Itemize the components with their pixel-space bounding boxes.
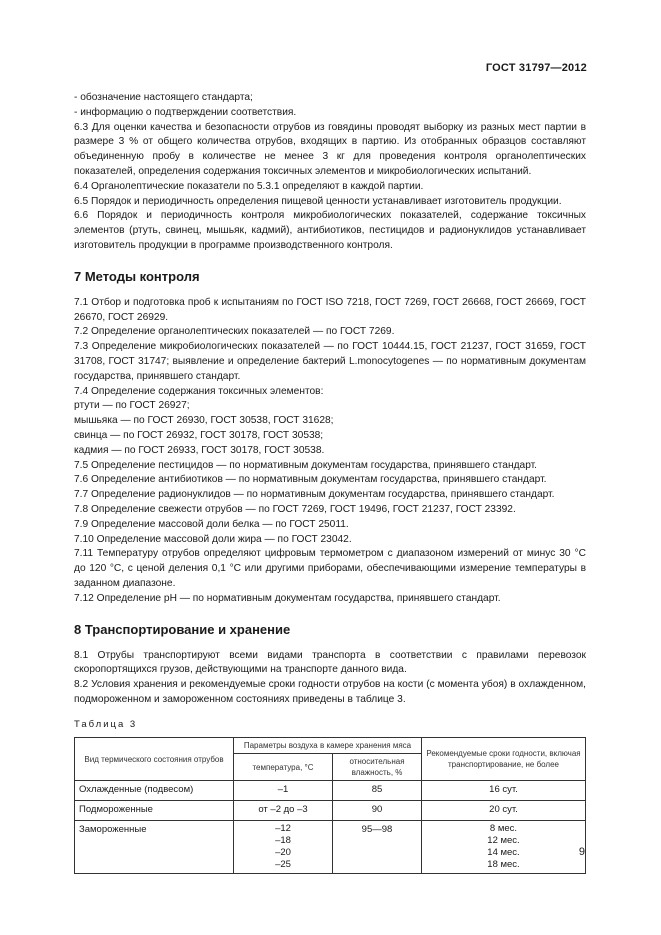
text-line: - обозначение настоящего стандарта;	[74, 92, 253, 103]
paragraph-7-7: 7.7 Определение радионуклидов — по нормативным документам государства, принявшего стандарт.	[74, 489, 555, 501]
table-row	[75, 801, 586, 821]
term-value: 18 мес.	[487, 859, 520, 871]
table-label: Таблица 3	[74, 718, 138, 730]
humidity-cell: 95—98	[333, 821, 422, 874]
table-header-temperature: температура, °С	[234, 754, 333, 781]
state-cell: Подмороженные	[75, 801, 234, 821]
paragraph-7-1: 7.1 Отбор и подготовка проб к испытаниям по ГОСТ ISO 7218, ГОСТ 7269, ГОСТ 26668, ГОСТ 26669, ГОСТ 26670, ГОСТ 26929.	[74, 296, 586, 323]
temperature-cell: –1	[234, 781, 333, 801]
term-cell: 16 сут.	[422, 781, 586, 801]
paragraph-7-5: 7.5 Определение пестицидов — по нормативным документам государства, принявшего стандарт.	[74, 459, 538, 471]
temperature-value: –20	[275, 847, 291, 859]
paragraph-6-3: 6.3 Для оценки качества и безопасности отрубов из говядины проводят выборку из разных мест партии в размере 3 % от общего количества отрубов, входящих в партию. Из отобранных образцов составляют объединенную пробу в количестве не менее 3 кг для проведения контроля органолептических показателей, определения содержания токсичных элементов и микробиологических испытаний.	[74, 121, 586, 177]
table-row	[75, 781, 586, 801]
temperature-cell: от –2 до –3	[234, 801, 333, 821]
humidity-cell: 90	[333, 801, 422, 821]
storage-table	[74, 737, 586, 874]
paragraph-7-9: 7.9 Определение массовой доли белка — по ГОСТ 25011.	[74, 518, 349, 530]
page-number: 9	[578, 846, 585, 858]
table-header-terms: Рекомендуемые сроки годности, включая транспортирование, не более	[422, 738, 586, 781]
paragraph-7-11: 7.11 Температуру отрубов определяют цифровым термометром с диапазоном измерений от минус 30 °С до 120 °С, с ценой деления 0,1 °С или другими приборами, обеспечивающими измерение температуры в заданном диапазоне.	[74, 548, 586, 589]
state-cell: Замороженные	[75, 821, 234, 874]
term-value: 8 мес.	[489, 823, 518, 835]
paragraph-7-2: 7.2 Определение органолептических показателей — по ГОСТ 7269.	[74, 326, 395, 338]
section-8-title: 8 Транспортирование и хранение	[74, 621, 291, 637]
paragraph-7-6: 7.6 Определение антибиотиков — по нормативным документам государства, принявшего стандарт.	[74, 474, 547, 486]
term-value: 12 мес.	[487, 835, 520, 847]
table-header-state: Вид термического состояния отрубов	[75, 738, 234, 781]
temperature-value: –12	[275, 823, 291, 835]
paragraph-6-4: 6.4 Органолептические показатели по 5.3.1 определяют в каждой партии.	[74, 180, 424, 192]
text-line: - информацию о подтверждении соответствия.	[74, 106, 297, 118]
paragraph-7-3: 7.3 Определение микробиологических показателей — по ГОСТ 10444.15, ГОСТ 21237, ГОСТ 31659, ГОСТ 31708, ГОСТ 31747; выявление и определение бактерий L.monocytogenes — по нормативным документам государства, принявшего стандарт.	[74, 341, 586, 382]
paragraph-6-5: 6.5 Порядок и периодичность определения пищевой ценности устанавливает изготовитель продукции.	[74, 195, 562, 207]
element-line: мышьяка — по ГОСТ 26930, ГОСТ 30538, ГОСТ 31628;	[74, 415, 334, 427]
state-cell: Охлажденные (подвесом)	[75, 781, 234, 801]
temperature-cell	[234, 821, 333, 874]
paragraph-6-6: 6.6 Порядок и периодичность контроля микробиологических показателей, содержание токсичных элементов (ртуть, свинец, мышьяк, кадмий), антибиотиков, пестицидов и радионуклидов устанавливает изготовитель продукции в программе производственного контроля.	[74, 210, 586, 251]
term-cell	[422, 821, 586, 874]
table-header-air: Параметры воздуха в камере хранения мяса	[234, 738, 422, 754]
element-line: свинца — по ГОСТ 26932, ГОСТ 30178, ГОСТ 30538;	[74, 429, 324, 441]
paragraph-8-1: 8.1 Отрубы транспортируют всеми видами транспорта в соответствии с правилами перевозок скоропортящихся грузов, действующими на транспорте данного вида.	[74, 649, 586, 676]
paragraph-7-10: 7.10 Определение массовой доли жира — по ГОСТ 23042.	[74, 533, 352, 545]
term-cell: 20 сут.	[422, 801, 586, 821]
paragraph-8-2: 8.2 Условия хранения и рекомендуемые сроки годности отрубов на кости (с момента убоя) в охлажденном, подмороженном и замороженном состояниях приведены в таблице 3.	[74, 679, 586, 705]
page-content	[74, 91, 586, 874]
element-line: кадмия — по ГОСТ 26933, ГОСТ 30178, ГОСТ 30538.	[74, 444, 325, 456]
paragraph-7-4: 7.4 Определение содержания токсичных элементов:	[74, 385, 324, 397]
humidity-cell: 85	[333, 781, 422, 801]
term-value: 14 мес.	[487, 847, 520, 859]
temperature-value: –25	[275, 859, 291, 871]
element-line: ртути — по ГОСТ 26927;	[74, 400, 190, 412]
paragraph-7-8: 7.8 Определение свежести отрубов — по ГОСТ 7269, ГОСТ 19496, ГОСТ 21237, ГОСТ 23392.	[74, 503, 516, 515]
temperature-value: –18	[275, 835, 291, 847]
document-header: ГОСТ 31797—2012	[485, 62, 587, 74]
table-header-humidity: относительная влажность, %	[333, 754, 422, 781]
table-row	[75, 821, 586, 874]
section-7-title: 7 Методы контроля	[74, 268, 200, 284]
paragraph-7-12: 7.12 Определение pH — по нормативным документам государства, принявшего стандарт.	[74, 592, 501, 604]
